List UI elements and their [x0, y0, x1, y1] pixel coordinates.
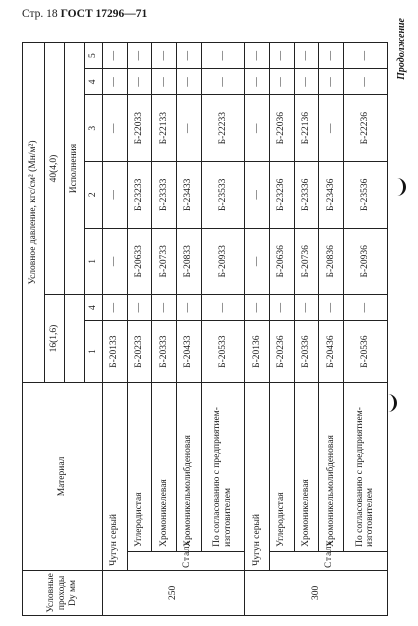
header-p16: 16(1,6): [45, 295, 65, 383]
header-pressure: Условное давление, кгс/см² (Мн/м²): [23, 43, 45, 383]
designation-cell: —: [103, 95, 128, 162]
steel-group-label: Сталь: [270, 551, 388, 570]
designation-cell: Б-23333: [152, 161, 177, 228]
designation-cell: —: [176, 43, 201, 69]
material-cell: Чугун серый: [245, 383, 270, 571]
designation-cell: Б-20133: [103, 321, 128, 383]
column-number: 4: [85, 69, 103, 95]
table-row: [319, 43, 344, 616]
table-row: [152, 43, 177, 616]
designation-cell: Б-20436: [319, 321, 344, 383]
continuation-label: Продолжение: [396, 18, 407, 80]
designation-cell: —: [245, 161, 270, 228]
designation-cell: Б-20936: [343, 228, 387, 295]
designation-cell: Б-20836: [319, 228, 344, 295]
designation-cell: —: [294, 69, 319, 95]
designation-cell: —: [103, 295, 128, 321]
designation-cell: —: [176, 69, 201, 95]
gost-table: [22, 42, 388, 616]
designation-cell: Б-22033: [127, 95, 152, 162]
designation-cell: —: [245, 295, 270, 321]
designation-cell: Б-20833: [176, 228, 201, 295]
designation-cell: —: [319, 43, 344, 69]
designation-cell: Б-20336: [294, 321, 319, 383]
designation-cell: Б-23436: [319, 161, 344, 228]
designation-cell: —: [103, 228, 128, 295]
table-row: [201, 43, 245, 616]
header-empty: [65, 295, 85, 383]
gost-number: ГОСТ 17296—71: [60, 8, 148, 20]
designation-cell: Б-22136: [294, 95, 319, 162]
designation-cell: Б-20333: [152, 321, 177, 383]
page-header: [22, 8, 147, 20]
designation-cell: —: [127, 295, 152, 321]
designation-cell: —: [343, 43, 387, 69]
designation-cell: Б-22233: [201, 95, 245, 162]
table-row: [294, 43, 319, 616]
column-number: 4: [85, 295, 103, 321]
designation-cell: Б-23533: [201, 161, 245, 228]
table-row: [270, 43, 295, 616]
designation-cell: —: [103, 69, 128, 95]
designation-cell: —: [343, 69, 387, 95]
rotated-table-container: [22, 42, 388, 616]
table-row: [245, 43, 270, 616]
header-p40: 40(4,0): [45, 43, 65, 295]
material-cell: Хромоникелевая: [152, 383, 177, 552]
column-number: 2: [85, 161, 103, 228]
designation-cell: Б-20933: [201, 228, 245, 295]
column-number: 1: [85, 228, 103, 295]
designation-cell: —: [201, 295, 245, 321]
designation-cell: Б-23236: [270, 161, 295, 228]
header-material: Материал: [23, 383, 103, 571]
table-body: [103, 43, 388, 616]
designation-cell: —: [201, 69, 245, 95]
designation-cell: Б-20636: [270, 228, 295, 295]
column-number: 1: [85, 321, 103, 383]
designation-cell: Б-23433: [176, 161, 201, 228]
column-number: 3: [85, 95, 103, 162]
table-row: [103, 43, 128, 616]
material-cell: По согласованию с предприятием-изготовителем: [201, 383, 245, 552]
designation-cell: —: [176, 295, 201, 321]
material-cell: Углеродистая: [127, 383, 152, 552]
designation-cell: Б-22236: [343, 95, 387, 162]
designation-cell: —: [103, 43, 128, 69]
designation-cell: —: [245, 95, 270, 162]
column-number: 5: [85, 43, 103, 69]
designation-cell: Б-23336: [294, 161, 319, 228]
header-ispolnenia: Исполнения: [65, 43, 85, 295]
designation-cell: Б-20536: [343, 321, 387, 383]
table-row: [127, 43, 152, 616]
designation-cell: Б-20233: [127, 321, 152, 383]
designation-cell: Б-23233: [127, 161, 152, 228]
designation-cell: Б-22036: [270, 95, 295, 162]
designation-cell: —: [245, 69, 270, 95]
dn-cell: 250: [103, 570, 245, 615]
material-cell: Хромоникельмолибденовая: [319, 383, 344, 552]
material-cell: По согласованию с предприятием-изготовителем: [343, 383, 387, 552]
designation-cell: —: [270, 69, 295, 95]
scan-mark: [393, 178, 406, 196]
designation-cell: —: [176, 95, 201, 162]
table-row: [176, 43, 201, 616]
designation-cell: —: [152, 69, 177, 95]
designation-cell: Б-20236: [270, 321, 295, 383]
designation-cell: Б-20633: [127, 228, 152, 295]
designation-cell: —: [127, 69, 152, 95]
material-cell: Хромоникелевая: [294, 383, 319, 552]
designation-cell: —: [152, 295, 177, 321]
designation-cell: —: [201, 43, 245, 69]
designation-cell: —: [270, 43, 295, 69]
designation-cell: Б-20136: [245, 321, 270, 383]
designation-cell: —: [319, 69, 344, 95]
designation-cell: —: [319, 295, 344, 321]
designation-cell: Б-20736: [294, 228, 319, 295]
material-cell: Углеродистая: [270, 383, 295, 552]
designation-cell: —: [319, 95, 344, 162]
steel-group-label: Сталь: [127, 551, 245, 570]
table-row: [343, 43, 387, 616]
designation-cell: —: [245, 43, 270, 69]
designation-cell: —: [152, 43, 177, 69]
material-cell: Хромоникельмолибденовая: [176, 383, 201, 552]
designation-cell: —: [294, 295, 319, 321]
designation-cell: —: [270, 295, 295, 321]
designation-cell: Б-23536: [343, 161, 387, 228]
page-number: Стр. 18: [22, 8, 58, 20]
material-cell: Чугун серый: [103, 383, 128, 571]
designation-cell: —: [294, 43, 319, 69]
dn-cell: 300: [245, 570, 388, 615]
designation-cell: Б-20433: [176, 321, 201, 383]
header-dn: Условные проходы Dу мм: [23, 570, 103, 615]
designation-cell: Б-22133: [152, 95, 177, 162]
designation-cell: Б-20533: [201, 321, 245, 383]
designation-cell: —: [343, 295, 387, 321]
designation-cell: —: [245, 228, 270, 295]
designation-cell: —: [127, 43, 152, 69]
designation-cell: Б-20733: [152, 228, 177, 295]
designation-cell: —: [103, 161, 128, 228]
rotated-table: [22, 42, 388, 616]
